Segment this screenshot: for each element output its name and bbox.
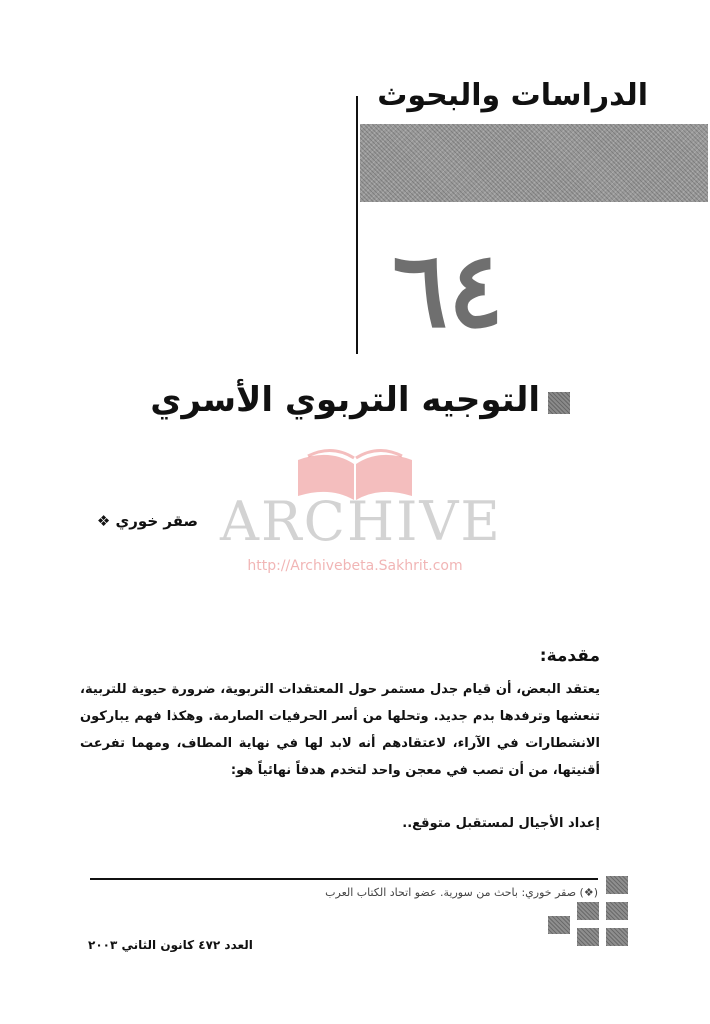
article-number: ٦٤	[392, 228, 504, 351]
body-last-line: إعداد الأجيال لمستقبل متوقع..	[402, 816, 600, 831]
footnote-rule	[90, 878, 598, 880]
article-title: التوجيه التربوي الأسري	[150, 380, 540, 420]
decorative-squares-icon	[548, 876, 632, 954]
archive-watermark-text: ARCHIVE	[220, 490, 502, 553]
author-footnote: (❖) صقر خوري: باحث من سورية. عضو اتحاد الكتاب العرب	[325, 886, 598, 899]
vertical-rule	[356, 96, 358, 354]
body-paragraph: يعتقد البعض، أن قيام جدل مستمر حول المعتقدات التربوية، ضرورة حيوية للتربية، تنعشها وترفدها بدم جديد. وتحلها من أسر الحرفيات الصارمة. وهكذا فهم يباركون الانشطارات في الآراء، لاعتقادهم أنه لابد لها في نهاية المطاف، ومهما تفرعت أقنيتها، من أن تصب في معجن واحد لتخدم هدفاً نهائياً هو:	[80, 682, 600, 778]
section-title: الدراسات والبحوث	[377, 78, 648, 113]
archive-watermark-url: http://Archivebeta.Sakhrit.com	[247, 558, 463, 574]
issue-info: العدد ٤٧٢ كانون الثاني ٢٠٠٣	[88, 938, 253, 952]
title-square-bullet-icon	[548, 392, 570, 414]
author-name: صقر خوري ❖	[96, 512, 198, 530]
intro-heading: مقدمة:	[539, 646, 600, 666]
gray-texture-band	[360, 124, 708, 202]
